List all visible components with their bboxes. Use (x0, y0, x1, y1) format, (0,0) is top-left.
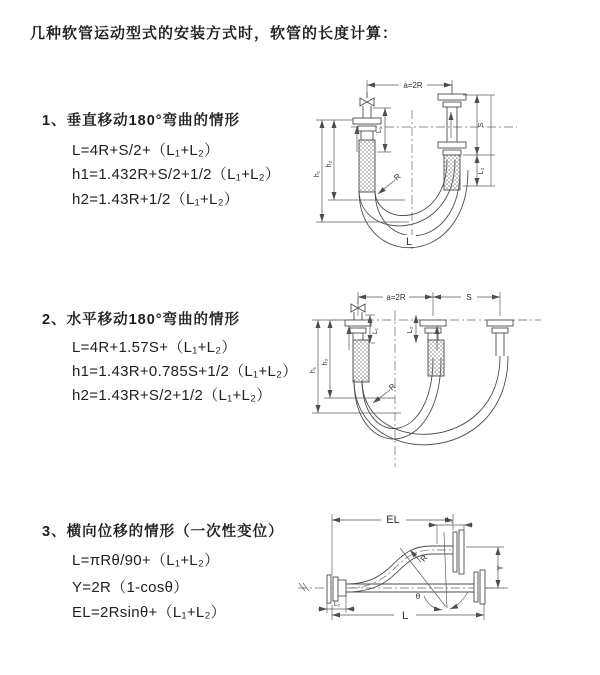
svg-text:EL: EL (386, 514, 400, 526)
dimension-EL (332, 514, 453, 575)
section3-formula-L: L=πRθ/90+（L₁+L₂） (72, 552, 220, 569)
right-flange-straight (474, 570, 485, 604)
svg-text:S: S (478, 122, 485, 128)
section1-formula-h1: h1=1.432R+S/2+1/2（L₁+L₂） (72, 166, 281, 183)
angle-theta-construction (400, 532, 468, 610)
svg-text:a=2R: a=2R (403, 81, 423, 90)
diagram-vertical-180-bend (305, 74, 555, 254)
valve-icon (360, 98, 367, 106)
dimension-L (332, 604, 484, 622)
svg-text:L₁: L₁ (376, 126, 383, 134)
svg-text:Y: Y (496, 565, 505, 571)
radius-R-callout (373, 382, 398, 403)
dimension-L2 (407, 315, 416, 343)
svg-text:S: S (466, 293, 472, 302)
svg-text:a=2R: a=2R (386, 293, 406, 302)
left-flange (327, 575, 346, 603)
dimension-a-2R (367, 80, 452, 94)
flange (487, 320, 513, 326)
section2-heading: 2、水平移动180°弯曲的情形 (42, 312, 241, 328)
svg-text:L₂: L₂ (446, 517, 454, 524)
section1-formula-h2: h2=1.43R+1/2（L₁+L₂） (72, 191, 240, 208)
flange (353, 118, 381, 124)
braided-hose-section (359, 140, 375, 192)
page-title: 几种软管运动型式的安装方式时，软管的长度计算： (30, 25, 399, 42)
svg-text:h₁: h₁ (314, 170, 321, 178)
pipe-break-mark (299, 583, 309, 591)
svg-text:L₁: L₁ (372, 327, 379, 335)
section2-formula-L: L=4R+1.57S+（L₁+L₂） (72, 339, 237, 356)
svg-text:L₁: L₁ (333, 601, 341, 608)
svg-text:θ: θ (415, 592, 421, 601)
flange (438, 94, 466, 100)
flange (345, 320, 371, 326)
radius-R-callout (410, 550, 430, 563)
dimension-a-2R (358, 292, 500, 316)
section1-formula-L: L=4R+S/2+（L₁+L₂） (72, 142, 220, 159)
label-L: L (405, 236, 413, 248)
dimension-L2 (428, 517, 473, 544)
diagram-lateral-displacement (296, 498, 596, 653)
svg-text:L: L (401, 610, 409, 622)
diagram-horizontal-180-bend (303, 284, 558, 474)
svg-text:h₂: h₂ (326, 160, 333, 168)
top-right-flange-displaced (453, 530, 464, 574)
braided-hose-section (353, 340, 369, 382)
dimension-S (433, 293, 500, 302)
section3-formula-EL: EL=2Rsinθ+（L₁+L₂） (72, 604, 226, 621)
svg-text:h₁: h₁ (310, 366, 317, 374)
svg-text:R: R (418, 553, 430, 564)
svg-text:h₂: h₂ (322, 358, 329, 366)
dimension-Y (466, 547, 505, 588)
braided-hose-section (428, 340, 444, 376)
svg-text:R: R (392, 171, 403, 183)
section2-formula-h1: h1=1.43R+0.785S+1/2（L₁+L₂） (72, 363, 298, 380)
radius-R-callout (378, 172, 403, 194)
braided-hose-section (444, 155, 460, 190)
section3-formula-Y: Y=2R（1-cosθ） (72, 579, 189, 596)
middle-pipe (420, 320, 446, 376)
dimension-L1 (373, 108, 391, 152)
valve-icon (351, 304, 358, 312)
dimension-L1 (365, 315, 379, 343)
flange (420, 320, 446, 326)
right-pipe (487, 320, 513, 356)
section2-formula-h2: h2=1.43R+S/2+1/2（L₁+L₂） (72, 387, 272, 404)
hose-displaced-s-curve (346, 546, 453, 592)
svg-text:R: R (387, 381, 398, 393)
section1-heading: 1、垂直移动180°弯曲的情形 (42, 113, 241, 129)
section3-heading: 3、横向位移的情形（一次性变位） (42, 524, 284, 540)
svg-text:L₂: L₂ (478, 167, 485, 175)
right-pipe (438, 84, 466, 190)
svg-text:L₂: L₂ (407, 326, 414, 334)
